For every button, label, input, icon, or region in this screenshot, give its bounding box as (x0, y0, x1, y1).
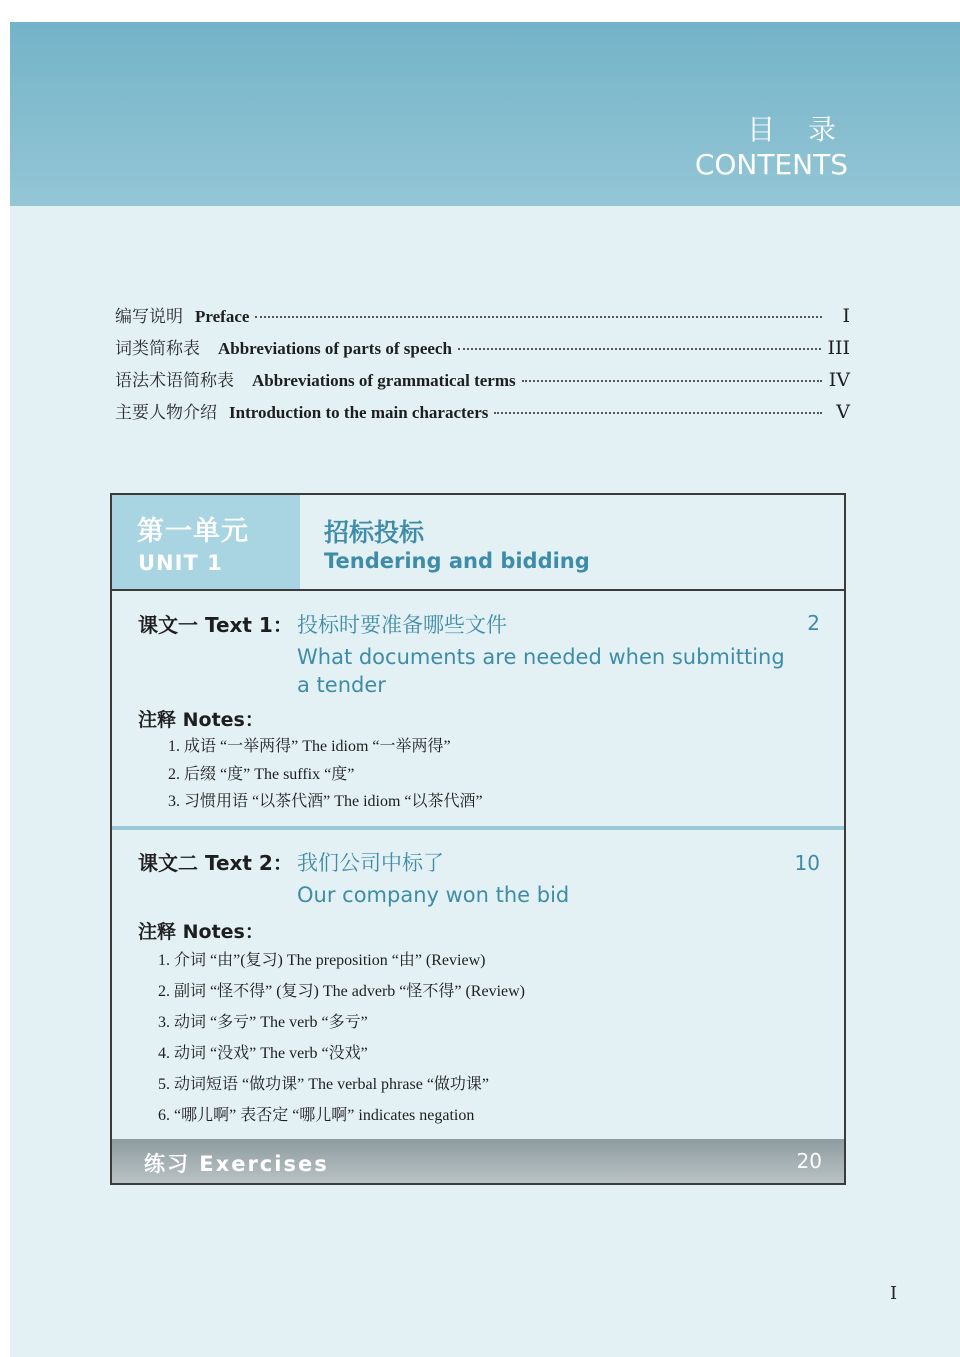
note-item: 1. 介词 “由”(复习) The preposition “由” (Review) (158, 952, 486, 969)
unit-1-box (110, 493, 846, 1185)
toc-entry-zh: 编写说明 (115, 307, 183, 327)
text-label: 课文二 Text 2： (138, 851, 293, 875)
text-title-zh: 我们公司中标了 (297, 851, 444, 875)
leader-dots (522, 379, 822, 382)
note-item: 2. 副词 “怪不得” (复习) The adverb “怪不得” (Review) (158, 983, 526, 1000)
text-page-number: 10 (794, 851, 820, 875)
contents-title-zh: 目 录 (747, 113, 848, 146)
notes-list (168, 733, 808, 816)
toc-entry-preface[interactable] (115, 302, 850, 334)
unit-title-zh: 招标投标 (324, 518, 425, 547)
toc-entry-en: Abbreviations of grammatical terms (252, 371, 516, 390)
note-item: 3. 动词 “多亏” The verb “多亏” (158, 1014, 368, 1031)
exercises-label: 练习 Exercises (144, 1152, 329, 1176)
leader-dots (458, 347, 822, 350)
notes-label: 注释 Notes： (138, 709, 264, 731)
toc-page-number: I (842, 305, 850, 327)
leader-dots (255, 315, 822, 318)
divider (112, 589, 844, 591)
divider (112, 826, 844, 830)
note-item: 2. 后缀 “度” The suffix “度” (168, 765, 355, 783)
toc-entry-en: Abbreviations of parts of speech (218, 339, 452, 358)
note-item: 1. 成语 “一举两得” The idiom “一举两得” (168, 738, 451, 755)
exercises-bar[interactable] (112, 1139, 844, 1183)
text-title-en: What documents are needed when submitting a tender (297, 645, 785, 697)
unit-title-en: Tendering and bidding (324, 549, 590, 573)
toc-entry-en: Preface (195, 307, 250, 326)
note-item: 3. 习惯用语 “以茶代酒” The idiom “以茶代酒” (168, 793, 483, 810)
text-label: 课文一 Text 1： (138, 613, 293, 637)
note-item: 6. “哪儿啊” 表否定 “哪儿啊” indicates negation (158, 1107, 475, 1124)
leader-dots (494, 411, 822, 414)
toc-entry-parts-of-speech[interactable] (115, 334, 850, 366)
toc-entry-zh: 语法术语简称表 (115, 371, 234, 391)
toc-entry-zh: 主要人物介绍 (115, 403, 217, 423)
note-item: 4. 动词 “没戏” The verb “没戏” (158, 1045, 368, 1062)
front-matter-list (115, 302, 850, 430)
toc-page-number: III (827, 337, 850, 359)
page-folio: I (890, 1283, 898, 1304)
unit-badge (112, 495, 300, 589)
notes-label: 注释 Notes： (138, 921, 264, 943)
toc-page-number: IV (828, 369, 850, 391)
toc-entry-en: Introduction to the main characters (229, 403, 489, 422)
toc-entry-zh: 词类简称表 (115, 339, 200, 359)
contents-title-en: CONTENTS (694, 148, 848, 181)
text-page-number: 2 (807, 611, 820, 635)
exercises-page-number: 20 (796, 1149, 822, 1173)
unit-label-zh: 第一单元 (137, 516, 249, 547)
unit-label-en: UNIT 1 (138, 551, 223, 575)
note-item: 5. 动词短语 “做功课” The verbal phrase “做功课” (158, 1076, 490, 1093)
toc-entry-grammatical-terms[interactable] (115, 366, 850, 398)
text-title-zh: 投标时要准备哪些文件 (297, 613, 507, 637)
toc-page-number: V (836, 401, 850, 423)
text-title-en: Our company won the bid (297, 883, 570, 907)
toc-entry-main-characters[interactable] (115, 398, 850, 430)
notes-list (158, 945, 798, 1131)
